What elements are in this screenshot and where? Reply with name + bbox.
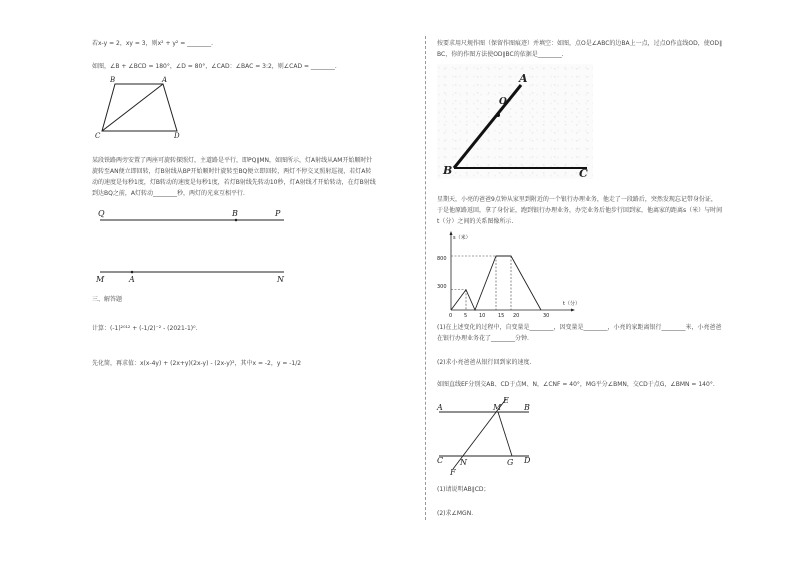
searchlight-line-4: 到达BQ之前，A灯转动________秒，两灯的光束互相平行.: [92, 190, 245, 197]
y-axis-label: s（米）: [453, 235, 471, 241]
fig4-label-N: N: [460, 458, 467, 467]
transversal-figure: [437, 395, 547, 475]
angle-construction-figure: [437, 64, 593, 179]
trapezoid-figure: [92, 74, 192, 140]
walk-line-1: 星期天，小亮的爸爸9点钟从家里到附近的一个银行办理业务，他走了一段路后，突然发现忘记带身份证，: [437, 196, 717, 203]
parallel-sub2: (2)求∠MGN.: [437, 510, 474, 517]
graph-guide-lines: [451, 256, 511, 310]
walk-line-2: 于是他原路返回，拿了身份证，跑到银行办理业务，办完业务后他步行回到家，他离家的距离s（米）与时间: [437, 207, 723, 214]
x-tick-30: 30: [543, 313, 550, 319]
fig1-label-C: C: [95, 132, 101, 140]
walk-sub1-line-2: 在银行办理业务花了________分钟.: [437, 335, 529, 342]
fig2-label-Q: Q: [98, 209, 105, 218]
column-divider: [425, 36, 426, 520]
parallel-sub1: (1)请说明AB∥CD；: [437, 486, 490, 493]
fig3-label-O: O: [499, 97, 507, 107]
fig2-label-N: N: [277, 275, 284, 284]
question-fill-x2y2: 若x-y = 2，xy = 3，则x² + y² = ________.: [92, 40, 214, 47]
searchlight-line-3: 动的速度是每秒1度，灯B转动的速度是每秒1度，若灯B射线先转动10秒，灯A射线才开始转动，在灯B射线: [92, 179, 376, 186]
x-tick-10: 10: [479, 313, 486, 319]
fig2-label-P: P: [275, 209, 281, 218]
distance-time-graph: [437, 229, 587, 319]
question-calculate: 计算：(-1)²⁰¹² + (-1/2)⁻² - (2021-1)⁰.: [92, 325, 198, 332]
section-heading-answers: 三、解答题: [92, 296, 123, 303]
question-parallel: 如图直线EF分别交AB、CD于点M、N，∠CNF = 40°，MG平分∠BMN，交CD于点G，∠BMN = 140°.: [437, 381, 715, 388]
walk-sub1-line-1: (1)在上述变化的过程中，自变量是________，因变量是________，小亮的家距离银行________米，小亮爸爸: [437, 324, 722, 331]
fig3-label-A: A: [519, 72, 528, 85]
y-tick-300: 300: [437, 284, 447, 290]
x-tick-15: 15: [498, 313, 505, 319]
construct-line-1: 按要求用尺规作图（保留作图痕迹）并填空：如图，点O是∠ABC的边BA上一点，过点O作直线OD，使OD∥: [437, 40, 723, 47]
x-tick-20: 20: [513, 313, 520, 319]
walk-line-3: t（分）之间的关系图像所示.: [437, 218, 514, 225]
fig4-label-G: G: [507, 458, 514, 467]
fig4-label-D: D: [524, 456, 531, 465]
x-tick-0: 0: [449, 313, 453, 319]
fig3-label-B: B: [443, 164, 453, 177]
fig4-label-A: A: [437, 403, 443, 412]
y-tick-800: 800: [437, 256, 447, 262]
fig4-label-E: E: [503, 396, 509, 405]
question-simplify: 先化简，再求值：x(x-4y) + (2x+y)(2x-y) - (2x-y)²，其中x = -2，y = -1/2: [92, 360, 302, 367]
question-angle-cad: 如图，∠B + ∠BCD = 180°，∠D = 80°，∠CAD：∠BAC = 3:2，则∠CAD = ________.: [92, 63, 337, 70]
fig2-label-M: M: [96, 275, 105, 284]
x-axis-label: t（分）: [563, 301, 580, 307]
parallel-lines-figure: [92, 204, 292, 288]
construct-line-2: BC，你的作图方法使OD∥BC的依据是________.: [437, 51, 564, 58]
fig1-label-B: B: [110, 76, 116, 84]
x-tick-5: 5: [464, 313, 468, 319]
searchlight-line-2: 旋转至AN便立即回转，灯B射线从BP开始顺时针旋转至BQ便立即回转，两灯不停交叉照射巡视，若灯A转: [92, 168, 372, 175]
fig4-label-C: C: [437, 456, 444, 465]
fig1-label-D: D: [174, 132, 180, 140]
fig1-label-A: A: [162, 76, 168, 84]
fig4-label-B: B: [524, 403, 530, 412]
fig4-label-F: F: [450, 468, 456, 477]
fig4-label-M: M: [493, 403, 502, 412]
searchlight-line-1: 某段铁路两旁安置了两座可旋转探照灯，主道路是平行，即PQ∥MN，如图所示，灯A射线从AM开始顺时针: [92, 157, 373, 164]
fig2-label-B: B: [232, 209, 238, 218]
walk-sub2: (2)求小亮爸爸从银行回到家的速度.: [437, 359, 532, 366]
fig2-label-A: A: [129, 275, 135, 284]
fig3-label-C: C: [579, 167, 588, 180]
